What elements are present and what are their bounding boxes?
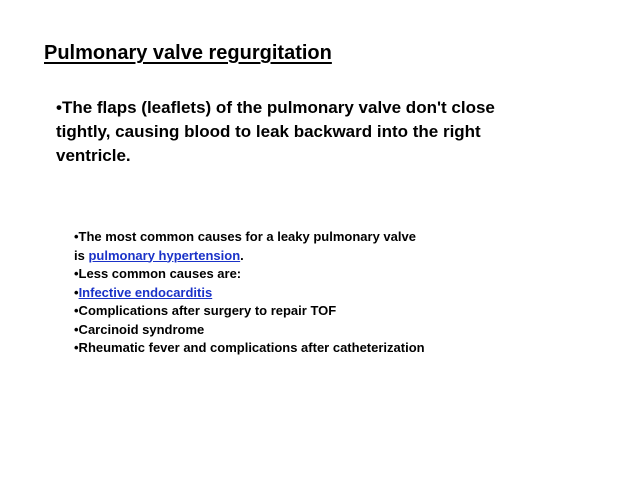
causes-line-rheumatic: •Rheumatic fever and complications after catheterization [74, 340, 425, 355]
causes-suffix-text: . [240, 247, 244, 263]
causes-list [74, 228, 494, 358]
causes-line-less-common: •Less common causes are: [74, 266, 242, 281]
slide-title: Pulmonary valve regurgitation [44, 42, 332, 64]
causes-line-endocarditis [74, 284, 494, 303]
infective-endocarditis-link[interactable]: Infective endocarditis [78, 284, 213, 300]
causes-line-common-cont [74, 247, 494, 266]
causes-line-tof: •Complications after surgery to repair TOF [74, 303, 337, 318]
bullet-text: • [74, 284, 79, 300]
causes-line-carcinoid: •Carcinoid syndrome [74, 321, 205, 337]
intro-bullet: •The flaps (leaflets) of the pulmonary valve don't close tightly, causing blood to leak backward into the right ventricle. [56, 98, 495, 165]
causes-prefix-text: is [74, 247, 89, 263]
pulmonary-hypertension-link[interactable]: pulmonary hypertension [88, 247, 241, 263]
causes-line-common: •The most common causes for a leaky pulmonary valve [74, 229, 416, 244]
